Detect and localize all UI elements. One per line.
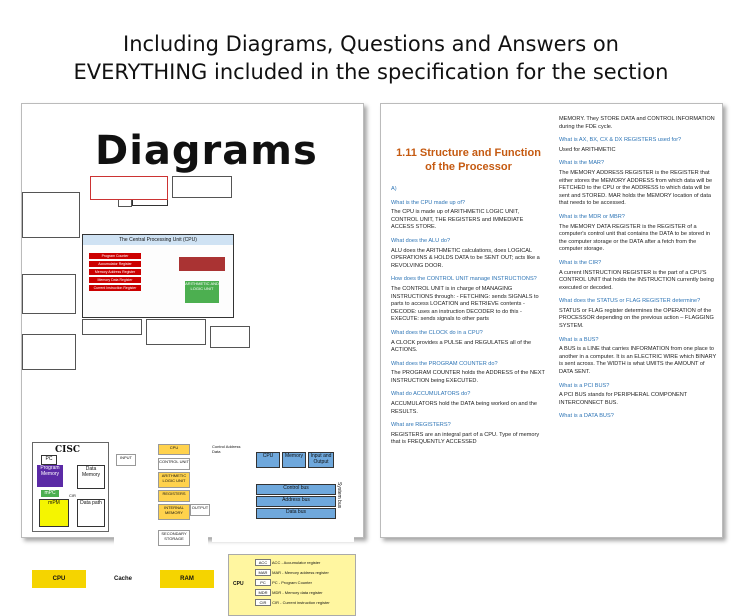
- question: What is the CIR?: [559, 259, 602, 266]
- question: What does the CLOCK do in a CPU?: [391, 329, 483, 336]
- cpu-unit-header: The Central Processing Unit (CPU): [83, 235, 233, 245]
- answer: A CLOCK provides a PULSE and REGULATES all of the ACTIONS.: [391, 339, 532, 354]
- bus-data-bus: Data bus: [256, 508, 336, 519]
- question: What does the STATUS or FLAG REGISTER determine?: [559, 298, 701, 305]
- arch-cpu: CPU: [158, 444, 190, 455]
- alu-box: ARITHMETIC AND LOGIC UNIT: [185, 281, 219, 303]
- question: How does the CONTROL UNIT manage INSTRUCTIONS?: [391, 276, 537, 283]
- note-box-7: [146, 319, 206, 345]
- regtable-row: CIR CIR - Current instruction register: [255, 599, 351, 607]
- answer: The CONTROL UNIT is in charge of MANAGING INSTRUCTIONS through: - FETCHING: sends SIGNALS to parts to access LOCATION and RETRIEVE contents - DECODE: uses an instruction DECODER to do this - EXECUTE: sends signals to other parts: [391, 285, 539, 323]
- cpu-cache-ram-strip: [32, 564, 216, 592]
- answer: Used for ARITHMETIC: [559, 146, 616, 153]
- question: What does the PROGRAM COUNTER do?: [391, 360, 498, 367]
- cisc-pc: PC: [41, 455, 57, 465]
- cisc-mpc: mPC: [41, 490, 59, 497]
- answer: The PROGRAM COUNTER holds the ADDRESS of the NEXT INSTRUCTION being EXECUTED.: [391, 370, 545, 384]
- note-box-8: [210, 326, 250, 348]
- question: What is the CPU made up of?: [391, 199, 465, 206]
- diagrams-page: [21, 103, 364, 605]
- bus-bar: [179, 257, 225, 271]
- register-cir: Current Instruction Register: [89, 285, 141, 291]
- cisc-cir: CIR: [69, 493, 76, 498]
- question: What are REGISTERS?: [391, 422, 451, 429]
- note-box-6: [82, 319, 142, 335]
- regtable-row: MDR MDR - Memory data register: [255, 589, 351, 597]
- arch-internal-memory: INTERNAL MEMORY: [158, 504, 190, 520]
- strip-cache: Cache: [96, 570, 150, 588]
- note-box-5: [22, 334, 76, 370]
- question: What is the MDR or MBR?: [559, 213, 625, 220]
- answer: The MEMORY DATA REGISTER is the REGISTER of a computer's control unit that contains the DATA to be stored in the computer storage or the DATA after a fetch from the computer storage.: [559, 223, 711, 253]
- cisc-diagram: [32, 442, 109, 532]
- bus-input-output: Input and Output: [308, 452, 334, 468]
- bus-control-address: Control Address Data: [212, 444, 241, 454]
- arch-input: INPUT: [116, 454, 136, 466]
- cpu-diagram: [22, 104, 252, 414]
- question: What is the MAR?: [559, 160, 605, 167]
- question: What is a DATA BUS?: [559, 413, 614, 420]
- question: What is AX, BX, CX & DX REGISTERS used for?: [559, 137, 682, 144]
- control-processing-unit: [82, 234, 234, 318]
- answer: A BUS is a LINE that carries INFORMATION from one place to another in a computer. It is an ELECTRIC WIRE which BINARY is sent across. The WIDTH is what UMITS the AMOUNT of DATA SENT.: [559, 346, 717, 376]
- answer: ALU does the ARITHMETIC calculations, does LOGICAL OPERATIONS & HOLDS DATA to be SENT OUT; acts like a REVOLVING DOOR.: [391, 247, 540, 269]
- answer: A current INSTRUCTION REGISTER is the part of a CPU'S CONTROL UNIT that holds the INSTRUCTION currently being executed or decoded.: [559, 269, 714, 291]
- answer: STATUS or FLAG register determines the OPERATION of the PROCESSOR depending on the previous action – FLAGGING SYSTEM.: [559, 307, 714, 330]
- cisc-title: CISC: [55, 445, 81, 455]
- answer-continued: MEMORY. They STORE DATA and CONTROL INFORMATION during the FDE cycle.: [559, 116, 715, 130]
- bus-diagram: [212, 442, 354, 542]
- bus-memory: Memory: [282, 452, 306, 468]
- note-box-4: [22, 274, 76, 314]
- architecture-diagram: [114, 442, 208, 560]
- questions-column-left: [391, 114, 546, 447]
- note-box-1: [90, 176, 168, 200]
- note-box-3: [22, 192, 80, 238]
- section-label: A): [391, 186, 397, 192]
- question: What is a BUS?: [559, 336, 599, 343]
- headline-line-2: EVERYTHING included in the specification for the section: [73, 60, 669, 84]
- register-table: [228, 554, 356, 616]
- answer: REGISTERS are an integral part of a CPU. Type of memory that is FREQUENTLY ACCESSED: [391, 431, 540, 446]
- strip-cpu: CPU: [32, 570, 86, 588]
- regtable-cpu: CPU: [233, 581, 244, 587]
- question: What is a PCI BUS?: [559, 382, 610, 389]
- answer: The MEMORY ADDRESS REGISTER is the REGISTER that either stores the MEMORY ADDRESS from which data will be FETCHED to the CPU or the ADDRESS to which data will be sent and STORED. MAR holds the MEMORY location of data that needs to be accessed.: [559, 169, 713, 207]
- headline: [0, 30, 742, 86]
- diagrams-title: Diagrams: [95, 128, 318, 174]
- question: What do ACCUMULATORS do?: [391, 391, 471, 398]
- question: What does the ALU do?: [391, 237, 451, 244]
- regtable-row: ACC ACC - Accumulator register: [255, 559, 351, 567]
- questions-column-right: [559, 114, 717, 421]
- note-box-2: [172, 176, 232, 198]
- register-accumulator: Accumulator Register: [89, 261, 141, 267]
- arch-output: OUTPUT: [190, 504, 210, 516]
- arch-control-unit: CONTROL UNIT: [158, 458, 190, 470]
- register-program-counter: Program Counter: [89, 253, 141, 259]
- headline-line-1: Including Diagrams, Questions and Answers on: [123, 32, 619, 56]
- answer: A PCI BUS stands for PERIPHERAL COMPONENT INTERCONNECT BUS.: [559, 392, 688, 406]
- regtable-row: PC PC - Program Counter: [255, 579, 351, 587]
- bus-address-bus: Address bus: [256, 496, 336, 507]
- answer: ACCUMULATORS hold the DATA being worked on and the RESULTS.: [391, 401, 538, 415]
- strip-ram: RAM: [160, 570, 214, 588]
- questions-page: [380, 103, 723, 538]
- bus-control-bus: Control bus: [256, 484, 336, 495]
- bus-system-bus: System bus: [336, 482, 342, 509]
- cisc-mpm: mPM: [39, 499, 69, 527]
- cisc-data-path: Data path: [77, 499, 105, 527]
- section-heading: 1.11 Structure and Function of the Processor: [396, 147, 541, 173]
- cisc-data-memory: Data Memory: [77, 465, 105, 489]
- register-mar: Memory Address Register: [89, 269, 141, 275]
- cisc-program-memory: Program Memory: [37, 465, 63, 487]
- regtable-row: MAR MAR - Memory address register: [255, 569, 351, 577]
- answer: The CPU is made up of ARITHMETIC LOGIC UNIT, CONTROL UNIT, THE REGISTERS and IMMEDIATE ACCESS STORE.: [391, 209, 524, 231]
- arch-registers: REGISTERS: [158, 490, 190, 502]
- register-mdr: Memory Data Register: [89, 277, 141, 283]
- arch-alu: ARITHMETIC LOGIC UNIT: [158, 472, 190, 488]
- arch-secondary-storage: SECONDARY STORAGE: [158, 530, 190, 546]
- bus-cpu: CPU: [256, 452, 280, 468]
